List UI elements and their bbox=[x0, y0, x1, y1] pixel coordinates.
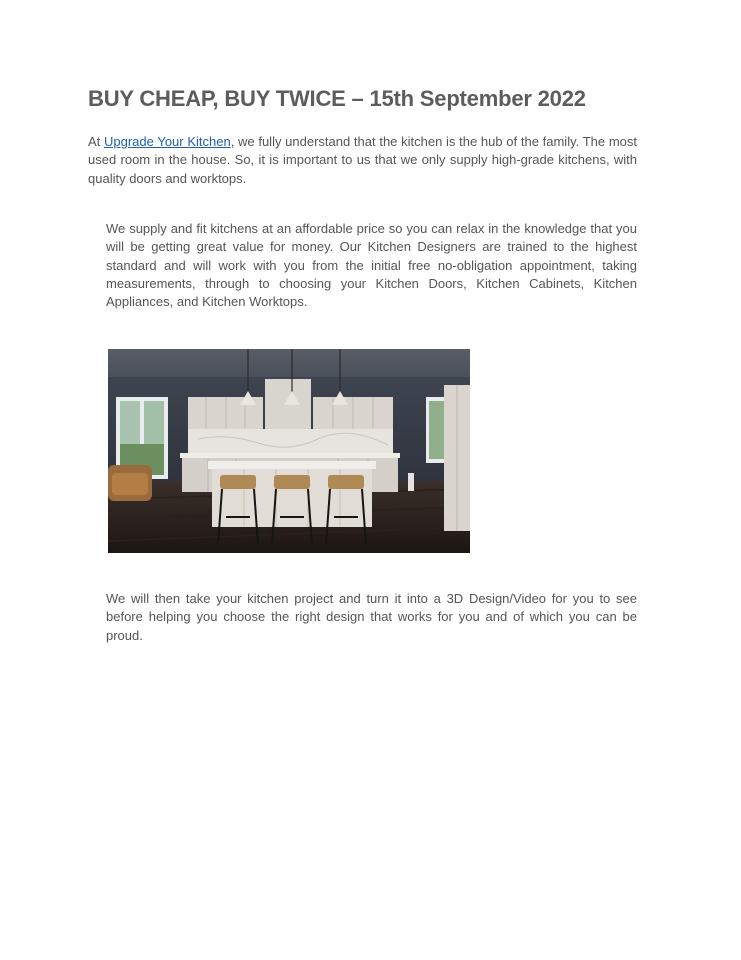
kitchen-photo bbox=[108, 349, 470, 553]
design-paragraph: We will then take your kitchen project and turn it into a 3D Design/Video for you to see before helping you choose the right design that works for you and of which you can be proud. bbox=[106, 591, 637, 643]
page-title: BUY CHEAP, BUY TWICE – 15th September 2022 bbox=[88, 86, 586, 111]
intro-paragraph bbox=[88, 133, 637, 188]
service-paragraph: We supply and fit kitchens at an affordable price so you can relax in the knowledge that you will be getting great value for money. Our Kitchen Designers are trained to the highest standard and will work with you from the initial free no-obligation appointment, taking measurements, through to choosing your Kitchen Doors, Kitchen Cabinets, Kitchen Appliances, and Kitchen Worktops. bbox=[106, 221, 637, 310]
intro-text-after-link: , we fully understand that the kitchen is the hub of the family. The most used room in the house. So, it is important to us that we only supply high-grade kitchens, with quality doors and worktops. bbox=[88, 134, 637, 186]
intro-text-before-link: At bbox=[88, 134, 104, 149]
upgrade-your-kitchen-link[interactable]: Upgrade Your Kitchen bbox=[104, 134, 231, 149]
